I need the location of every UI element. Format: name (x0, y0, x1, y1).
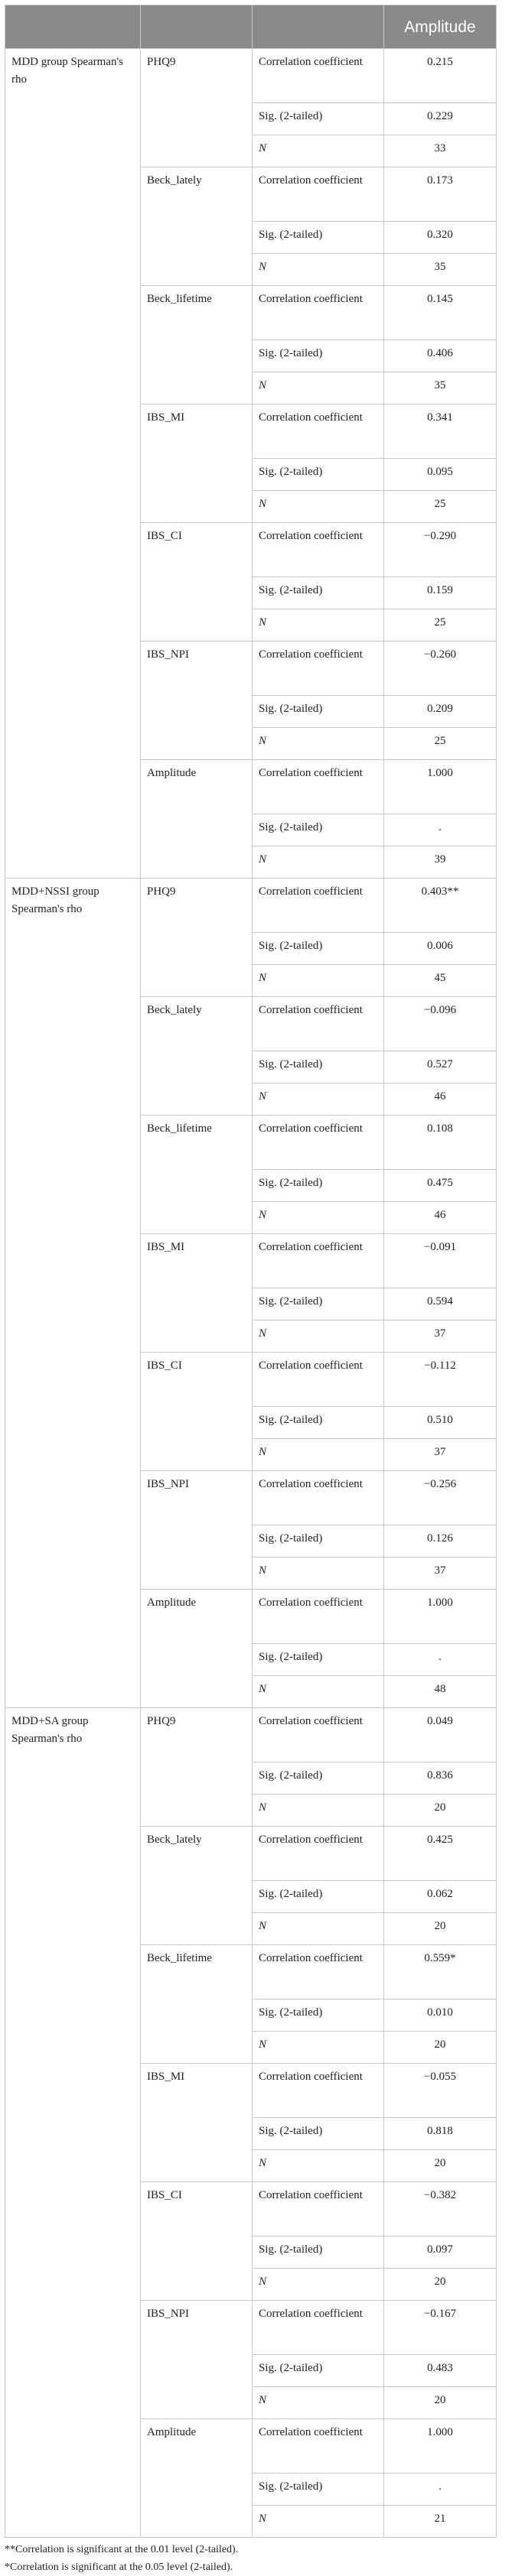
significance-value: 0.062 (384, 1881, 497, 1913)
correlation-value: 0.145 (384, 286, 497, 340)
stat-label-correlation: Correlation coefficient (253, 879, 384, 933)
variable-label: PHQ9 (141, 879, 253, 997)
correlation-value: −0.256 (384, 1471, 497, 1525)
table-row (5, 879, 497, 933)
n-value: 33 (384, 135, 497, 167)
stat-label-significance: Sig. (2-tailed) (253, 222, 384, 254)
variable-label: Beck_lately (141, 167, 253, 286)
n-value: 25 (384, 609, 497, 642)
significance-value: . (384, 1644, 497, 1676)
n-value: 20 (384, 2032, 497, 2064)
stat-label-n: N (253, 1083, 384, 1116)
footnote-double-star: **Correlation is significant at the 0.01 level (2-tailed). (5, 2544, 239, 2555)
stat-label-correlation: Correlation coefficient (253, 523, 384, 577)
stat-label-n: N (253, 1320, 384, 1353)
stat-label-significance: Sig. (2-tailed) (253, 1762, 384, 1795)
stat-label-n: N (253, 135, 384, 167)
variable-label: Beck_lifetime (141, 286, 253, 404)
table-row (5, 1708, 497, 1762)
stat-label-n: N (253, 1795, 384, 1827)
stat-label-significance: Sig. (2-tailed) (253, 340, 384, 372)
n-value: 25 (384, 728, 497, 760)
correlation-value: 0.425 (384, 1827, 497, 1881)
correlation-value: 0.559* (384, 1945, 497, 1999)
n-value: 48 (384, 1676, 497, 1708)
stat-label-significance: Sig. (2-tailed) (253, 1999, 384, 2032)
significance-value: 0.836 (384, 1762, 497, 1795)
stat-label-correlation: Correlation coefficient (253, 49, 384, 103)
header-amplitude: Amplitude (384, 5, 497, 49)
stat-label-significance: Sig. (2-tailed) (253, 459, 384, 491)
header-cell-statistic (253, 5, 384, 49)
stat-label-correlation: Correlation coefficient (253, 1116, 384, 1170)
n-value: 46 (384, 1083, 497, 1116)
stat-label-n: N (253, 2506, 384, 2538)
stat-label-n: N (253, 1913, 384, 1945)
n-value: 35 (384, 372, 497, 404)
n-value: 35 (384, 254, 497, 286)
significance-value: 0.818 (384, 2118, 497, 2150)
correlation-value: −0.260 (384, 642, 497, 696)
stat-label-significance: Sig. (2-tailed) (253, 1644, 384, 1676)
table-body (5, 49, 497, 2538)
significance-value: 0.320 (384, 222, 497, 254)
stat-label-correlation: Correlation coefficient (253, 2182, 384, 2237)
stat-label-n: N (253, 965, 384, 997)
stat-label-n: N (253, 2032, 384, 2064)
group-label: MDD+SA group Spearman's rho (5, 1708, 141, 2538)
correlation-value: −0.112 (384, 1353, 497, 1407)
significance-value: 0.594 (384, 1288, 497, 1320)
group-label: MDD group Spearman's rho (5, 49, 141, 879)
stat-label-correlation: Correlation coefficient (253, 1590, 384, 1644)
stat-label-n: N (253, 609, 384, 642)
variable-label: Beck_lately (141, 1827, 253, 1945)
n-value: 20 (384, 2150, 497, 2182)
correlation-value: 0.403** (384, 879, 497, 933)
stat-label-significance: Sig. (2-tailed) (253, 1525, 384, 1558)
n-value: 20 (384, 1913, 497, 1945)
variable-label: IBS_MI (141, 1234, 253, 1353)
stat-label-significance: Sig. (2-tailed) (253, 814, 384, 846)
variable-label: IBS_NPI (141, 2301, 253, 2419)
table-header-row (5, 5, 497, 49)
significance-value: 0.475 (384, 1170, 497, 1202)
variable-label: PHQ9 (141, 1708, 253, 1827)
correlation-table (5, 5, 497, 2538)
significance-value: . (384, 2474, 497, 2506)
variable-label: IBS_NPI (141, 642, 253, 760)
stat-label-correlation: Correlation coefficient (253, 286, 384, 340)
n-value: 45 (384, 965, 497, 997)
stat-label-correlation: Correlation coefficient (253, 2064, 384, 2118)
n-value: 39 (384, 846, 497, 879)
stat-label-significance: Sig. (2-tailed) (253, 577, 384, 609)
n-value: 20 (384, 2269, 497, 2301)
variable-label: Amplitude (141, 1590, 253, 1708)
stat-label-significance: Sig. (2-tailed) (253, 2474, 384, 2506)
n-value: 20 (384, 2387, 497, 2419)
stat-label-n: N (253, 2387, 384, 2419)
significance-value: 0.510 (384, 1407, 497, 1439)
variable-label: Amplitude (141, 760, 253, 879)
significance-value: 0.095 (384, 459, 497, 491)
stat-label-correlation: Correlation coefficient (253, 1945, 384, 1999)
variable-label: IBS_CI (141, 523, 253, 642)
correlation-value: −0.096 (384, 997, 497, 1051)
correlation-value: 0.173 (384, 167, 497, 222)
stat-label-significance: Sig. (2-tailed) (253, 2118, 384, 2150)
variable-label: Beck_lately (141, 997, 253, 1116)
correlation-value: 1.000 (384, 2419, 497, 2474)
stat-label-significance: Sig. (2-tailed) (253, 1407, 384, 1439)
stat-label-significance: Sig. (2-tailed) (253, 1881, 384, 1913)
stat-label-correlation: Correlation coefficient (253, 1827, 384, 1881)
significance-value: 0.229 (384, 103, 497, 135)
significance-value: 0.010 (384, 1999, 497, 2032)
stat-label-correlation: Correlation coefficient (253, 1234, 384, 1288)
stat-label-n: N (253, 846, 384, 879)
variable-label: IBS_NPI (141, 1471, 253, 1590)
stat-label-significance: Sig. (2-tailed) (253, 2355, 384, 2387)
n-value: 25 (384, 491, 497, 523)
significance-value: . (384, 814, 497, 846)
correlation-value: 0.341 (384, 404, 497, 459)
significance-value: 0.209 (384, 696, 497, 728)
n-value: 20 (384, 1795, 497, 1827)
stat-label-n: N (253, 1202, 384, 1234)
correlation-value: −0.091 (384, 1234, 497, 1288)
correlation-table-container (5, 5, 496, 2576)
stat-label-correlation: Correlation coefficient (253, 1708, 384, 1762)
stat-label-correlation: Correlation coefficient (253, 642, 384, 696)
variable-label: IBS_MI (141, 404, 253, 523)
stat-label-significance: Sig. (2-tailed) (253, 696, 384, 728)
correlation-value: 0.049 (384, 1708, 497, 1762)
stat-label-significance: Sig. (2-tailed) (253, 103, 384, 135)
significance-value: 0.126 (384, 1525, 497, 1558)
significance-value: 0.159 (384, 577, 497, 609)
correlation-value: 1.000 (384, 760, 497, 814)
stat-label-correlation: Correlation coefficient (253, 1471, 384, 1525)
n-value: 21 (384, 2506, 497, 2538)
table-footnotes (5, 2541, 496, 2576)
stat-label-n: N (253, 254, 384, 286)
stat-label-n: N (253, 372, 384, 404)
stat-label-correlation: Correlation coefficient (253, 997, 384, 1051)
correlation-value: 0.215 (384, 49, 497, 103)
stat-label-significance: Sig. (2-tailed) (253, 1288, 384, 1320)
significance-value: 0.527 (384, 1051, 497, 1083)
n-value: 46 (384, 1202, 497, 1234)
stat-label-n: N (253, 728, 384, 760)
n-value: 37 (384, 1558, 497, 1590)
group-label: MDD+NSSI group Spearman's rho (5, 879, 141, 1708)
variable-label: IBS_CI (141, 1353, 253, 1471)
significance-value: 0.097 (384, 2237, 497, 2269)
stat-label-correlation: Correlation coefficient (253, 2301, 384, 2355)
stat-label-significance: Sig. (2-tailed) (253, 2237, 384, 2269)
stat-label-n: N (253, 1439, 384, 1471)
stat-label-n: N (253, 1676, 384, 1708)
correlation-value: −0.382 (384, 2182, 497, 2237)
variable-label: PHQ9 (141, 49, 253, 167)
stat-label-n: N (253, 2269, 384, 2301)
footnote-single-star: *Correlation is significant at the 0.05 level (2-tailed). (5, 2561, 233, 2573)
stat-label-significance: Sig. (2-tailed) (253, 1051, 384, 1083)
stat-label-correlation: Correlation coefficient (253, 1353, 384, 1407)
significance-value: 0.006 (384, 933, 497, 965)
n-value: 37 (384, 1439, 497, 1471)
correlation-value: −0.290 (384, 523, 497, 577)
stat-label-n: N (253, 2150, 384, 2182)
correlation-value: −0.167 (384, 2301, 497, 2355)
significance-value: 0.483 (384, 2355, 497, 2387)
variable-label: IBS_CI (141, 2182, 253, 2301)
header-cell-variable (141, 5, 253, 49)
variable-label: Amplitude (141, 2419, 253, 2538)
stat-label-correlation: Correlation coefficient (253, 2419, 384, 2474)
variable-label: Beck_lifetime (141, 1945, 253, 2064)
correlation-value: 1.000 (384, 1590, 497, 1644)
stat-label-significance: Sig. (2-tailed) (253, 1170, 384, 1202)
n-value: 37 (384, 1320, 497, 1353)
correlation-value: −0.055 (384, 2064, 497, 2118)
stat-label-correlation: Correlation coefficient (253, 167, 384, 222)
stat-label-correlation: Correlation coefficient (253, 760, 384, 814)
stat-label-correlation: Correlation coefficient (253, 404, 384, 459)
significance-value: 0.406 (384, 340, 497, 372)
header-cell-group (5, 5, 141, 49)
stat-label-n: N (253, 491, 384, 523)
variable-label: IBS_MI (141, 2064, 253, 2182)
stat-label-significance: Sig. (2-tailed) (253, 933, 384, 965)
stat-label-n: N (253, 1558, 384, 1590)
correlation-value: 0.108 (384, 1116, 497, 1170)
variable-label: Beck_lifetime (141, 1116, 253, 1234)
table-row (5, 49, 497, 103)
